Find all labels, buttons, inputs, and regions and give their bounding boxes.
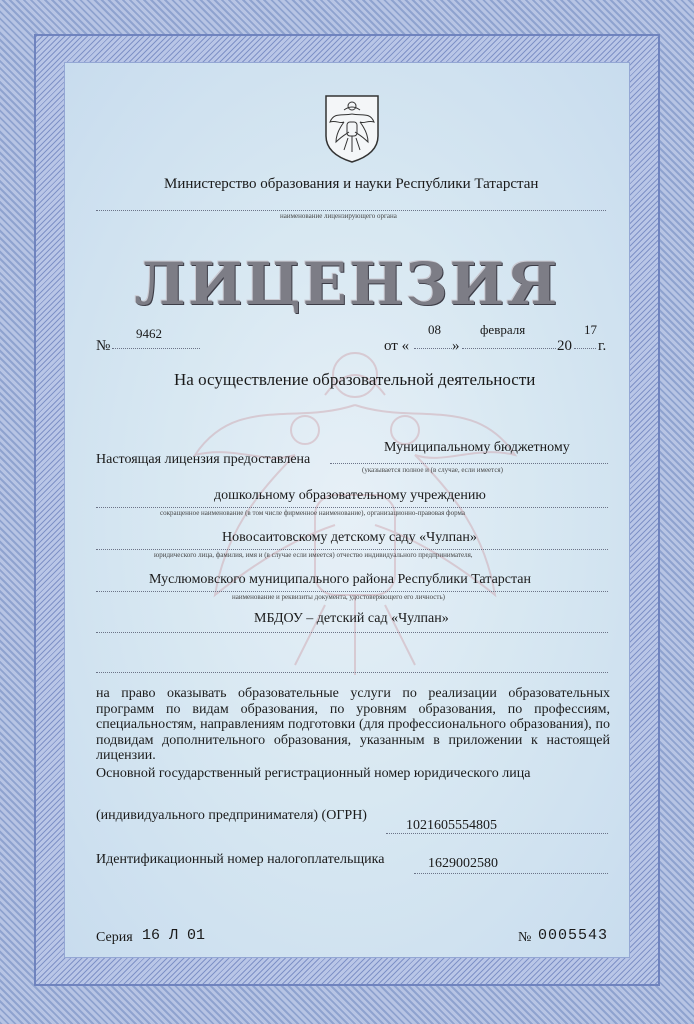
holder-line-1-underline <box>330 463 608 464</box>
ogrn-label-line-1: Основной государственный регистрационный номер юридического лица <box>96 766 531 781</box>
holder-name-line-1: Муниципальному бюджетному <box>384 440 570 455</box>
date-day: 08 <box>428 322 441 337</box>
holder-caption-3: юридического лица, фамилия, имя и (в случае если имеется) отчество индивидуального предпринимателя, <box>154 551 473 559</box>
holder-line-6-underline <box>96 672 608 673</box>
date-suffix: г. <box>598 338 607 354</box>
holder-line-5-underline <box>96 632 608 633</box>
holder-name-line-2: дошкольному образовательному учреждению <box>214 488 486 503</box>
date-month-underline <box>462 348 556 349</box>
license-rights-text: на право оказывать образовательные услуги по реализации образовательных программ по видам образования, по уровням образования, по профессиям, специальностям, направлениям подготовки (для профессионального образования), по подвидам дополнительного образования, указанным в приложении к настоящей лицензии. <box>96 686 610 763</box>
date-day-underline <box>414 348 452 349</box>
ogrn-underline <box>386 833 608 834</box>
holder-caption-1: (указывается полное и (в случае, если имеется) <box>362 466 503 474</box>
ogrn-value: 1021605554805 <box>406 818 497 833</box>
date-from-label: от « <box>384 338 410 354</box>
blank-number-value: 0005543 <box>538 927 609 944</box>
number-underline <box>112 348 200 349</box>
holder-name-line-4: Муслюмовского муниципального района Республики Татарстан <box>149 572 531 587</box>
license-title: ЛИЦЕНЗИЯ <box>134 250 560 318</box>
holder-name-line-3: Новосаитовскому детскому саду «Чулпан» <box>222 530 477 545</box>
blank-number-label: № <box>518 930 532 945</box>
ministry-underline <box>96 210 606 211</box>
ogrn-label-line-2: (индивидуального предпринимателя) (ОГРН) <box>96 808 367 823</box>
date-close-quote: » <box>452 338 460 354</box>
number-label: № <box>96 338 111 354</box>
series-label: Серия <box>96 930 133 945</box>
inn-underline <box>414 873 608 874</box>
inn-label: Идентификационный номер налогоплательщика <box>96 852 385 867</box>
ministry-name: Министерство образования и науки Республики Татарстан <box>164 176 539 192</box>
holder-line-2-underline <box>96 507 608 508</box>
holder-line-4-underline <box>96 591 608 592</box>
inn-value: 1629002580 <box>428 856 498 871</box>
date-year-prefix: 20 <box>557 338 572 354</box>
date-month: февраля <box>480 322 526 337</box>
license-purpose: На осуществление образовательной деятельности <box>174 370 536 389</box>
holder-line-3-underline <box>96 549 608 550</box>
coat-of-arms-icon <box>322 92 382 164</box>
granted-label: Настоящая лицензия предоставлена <box>96 452 311 467</box>
holder-name-line-5: МБДОУ – детский сад «Чулпан» <box>254 611 449 626</box>
ministry-caption: наименование лицензирующего органа <box>280 212 397 220</box>
holder-caption-4: наименование и реквизиты документа, удостоверяющего его личность) <box>232 593 445 601</box>
series-value: 16 Л 01 <box>142 927 206 944</box>
holder-caption-2: сокращенное наименование (в том числе фирменное наименование), организационно-правовая форма <box>160 509 465 517</box>
date-year: 17 <box>584 322 597 337</box>
date-year-underline <box>574 348 596 349</box>
license-number: 9462 <box>136 326 162 341</box>
